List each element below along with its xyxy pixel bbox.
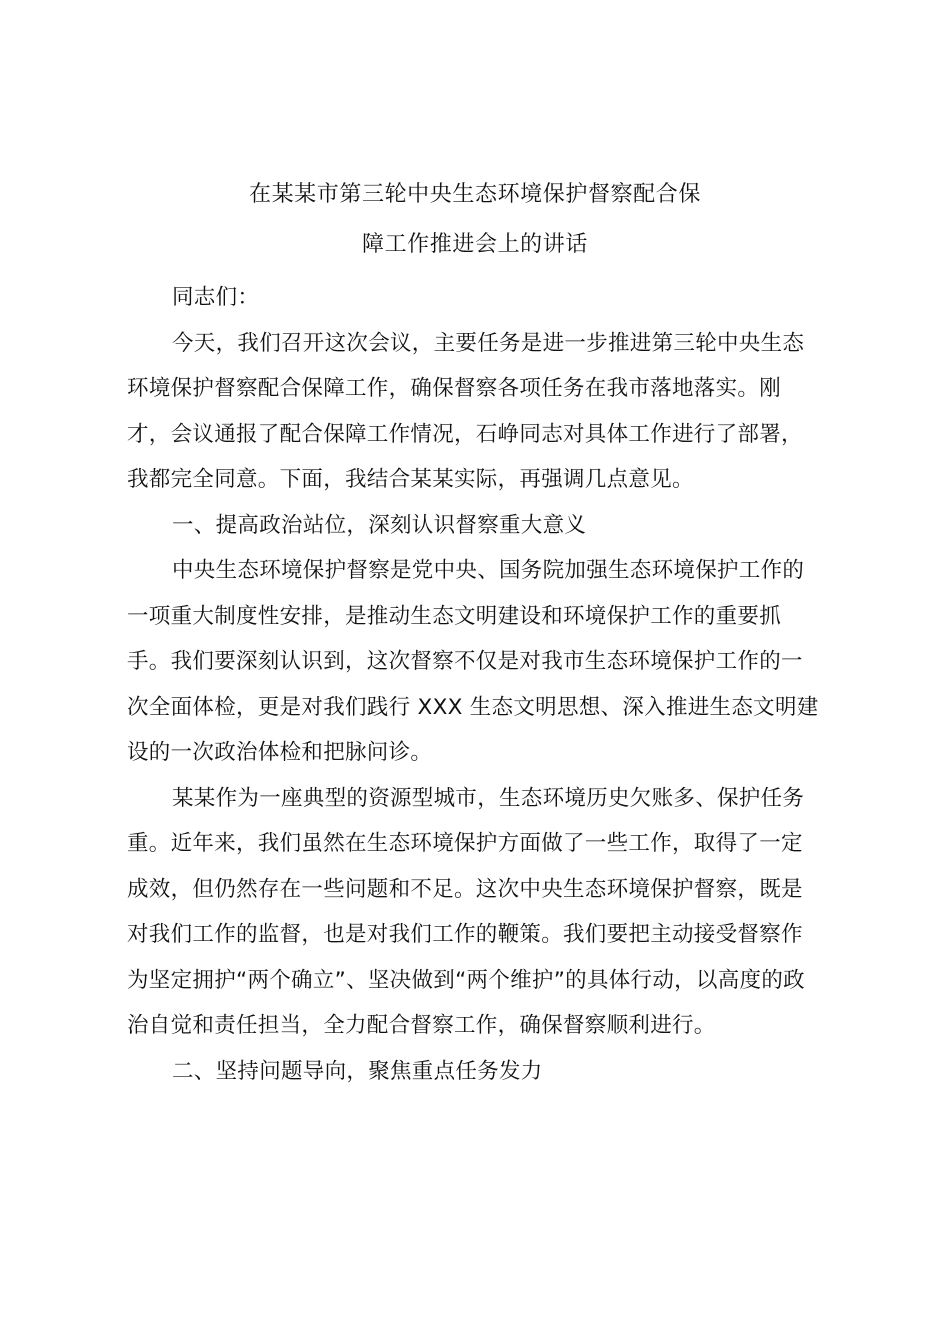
section-heading: 二、坚持问题导向，聚焦重点任务发力 [172,1058,543,1084]
paragraph-line: 才，会议通报了配合保障工作情况，石峥同志对具体工作进行了部署， [127,421,803,447]
intro-paragraph [127,321,837,503]
section-heading: 一、提高政治站位，深刻认识督察重大意义 [172,512,587,538]
title-line: 在某某市第三轮中央生态环境保护督察配合保 [248,182,701,207]
paragraph-line: 今天，我们召开这次会议，主要任务是进一步推进第三轮中央生态 [172,330,805,356]
paragraph-line: 环境保护督察配合保障工作，确保督察各项任务在我市落地落实。刚 [127,376,782,401]
title-line: 障工作推进会上的讲话 [361,232,588,257]
document-title [100,170,850,270]
paragraph-line: 治自觉和责任担当，全力配合督察工作，确保督察顺利进行。 [127,1013,716,1038]
paragraph-line: 成效，但仍然存在一些问题和不足。这次中央生态环境保护督察，既是 [127,876,803,902]
section-1-heading-block [127,503,837,549]
paragraph-line: 中央生态环境保护督察是党中央、国务院加强生态环境保护工作的 [172,558,805,583]
paragraph-line: 次全面体检，更是对我们践行 XXX 生态文明思想、深入推进生态文明建 [127,694,819,720]
paragraph-line: 我都完全同意。下面，我结合某某实际，再强调几点意见。 [127,467,694,492]
paragraph-line: 一项重大制度性安排，是推动生态文明建设和环境保护工作的重要抓 [127,603,782,629]
section-1-paragraph-1 [127,548,837,776]
paragraph-line: 对我们工作的监督，也是对我们工作的鞭策。我们要把主动接受督察作 [127,922,803,947]
paragraph-line: 重。近年来，我们虽然在生态环境保护方面做了一些工作，取得了一定 [127,831,803,856]
document-body [127,275,837,1094]
paragraph-line: 设的一次政治体检和把脉问诊。 [127,740,433,765]
paragraph-line: 某某作为一座典型的资源型城市，生态环境历史欠账多、保护任务 [172,785,805,811]
salutation: 同志们： [172,285,260,310]
paragraph-line: 为坚定拥护“两个确立”、坚决做到“两个维护”的具体行动，以高度的政 [127,967,805,993]
section-2-heading-block [127,1049,837,1095]
section-1-paragraph-2 [127,776,837,1049]
paragraph-line: 手。我们要深刻认识到，这次督察不仅是对我市生态环境保护工作的一 [127,649,803,674]
